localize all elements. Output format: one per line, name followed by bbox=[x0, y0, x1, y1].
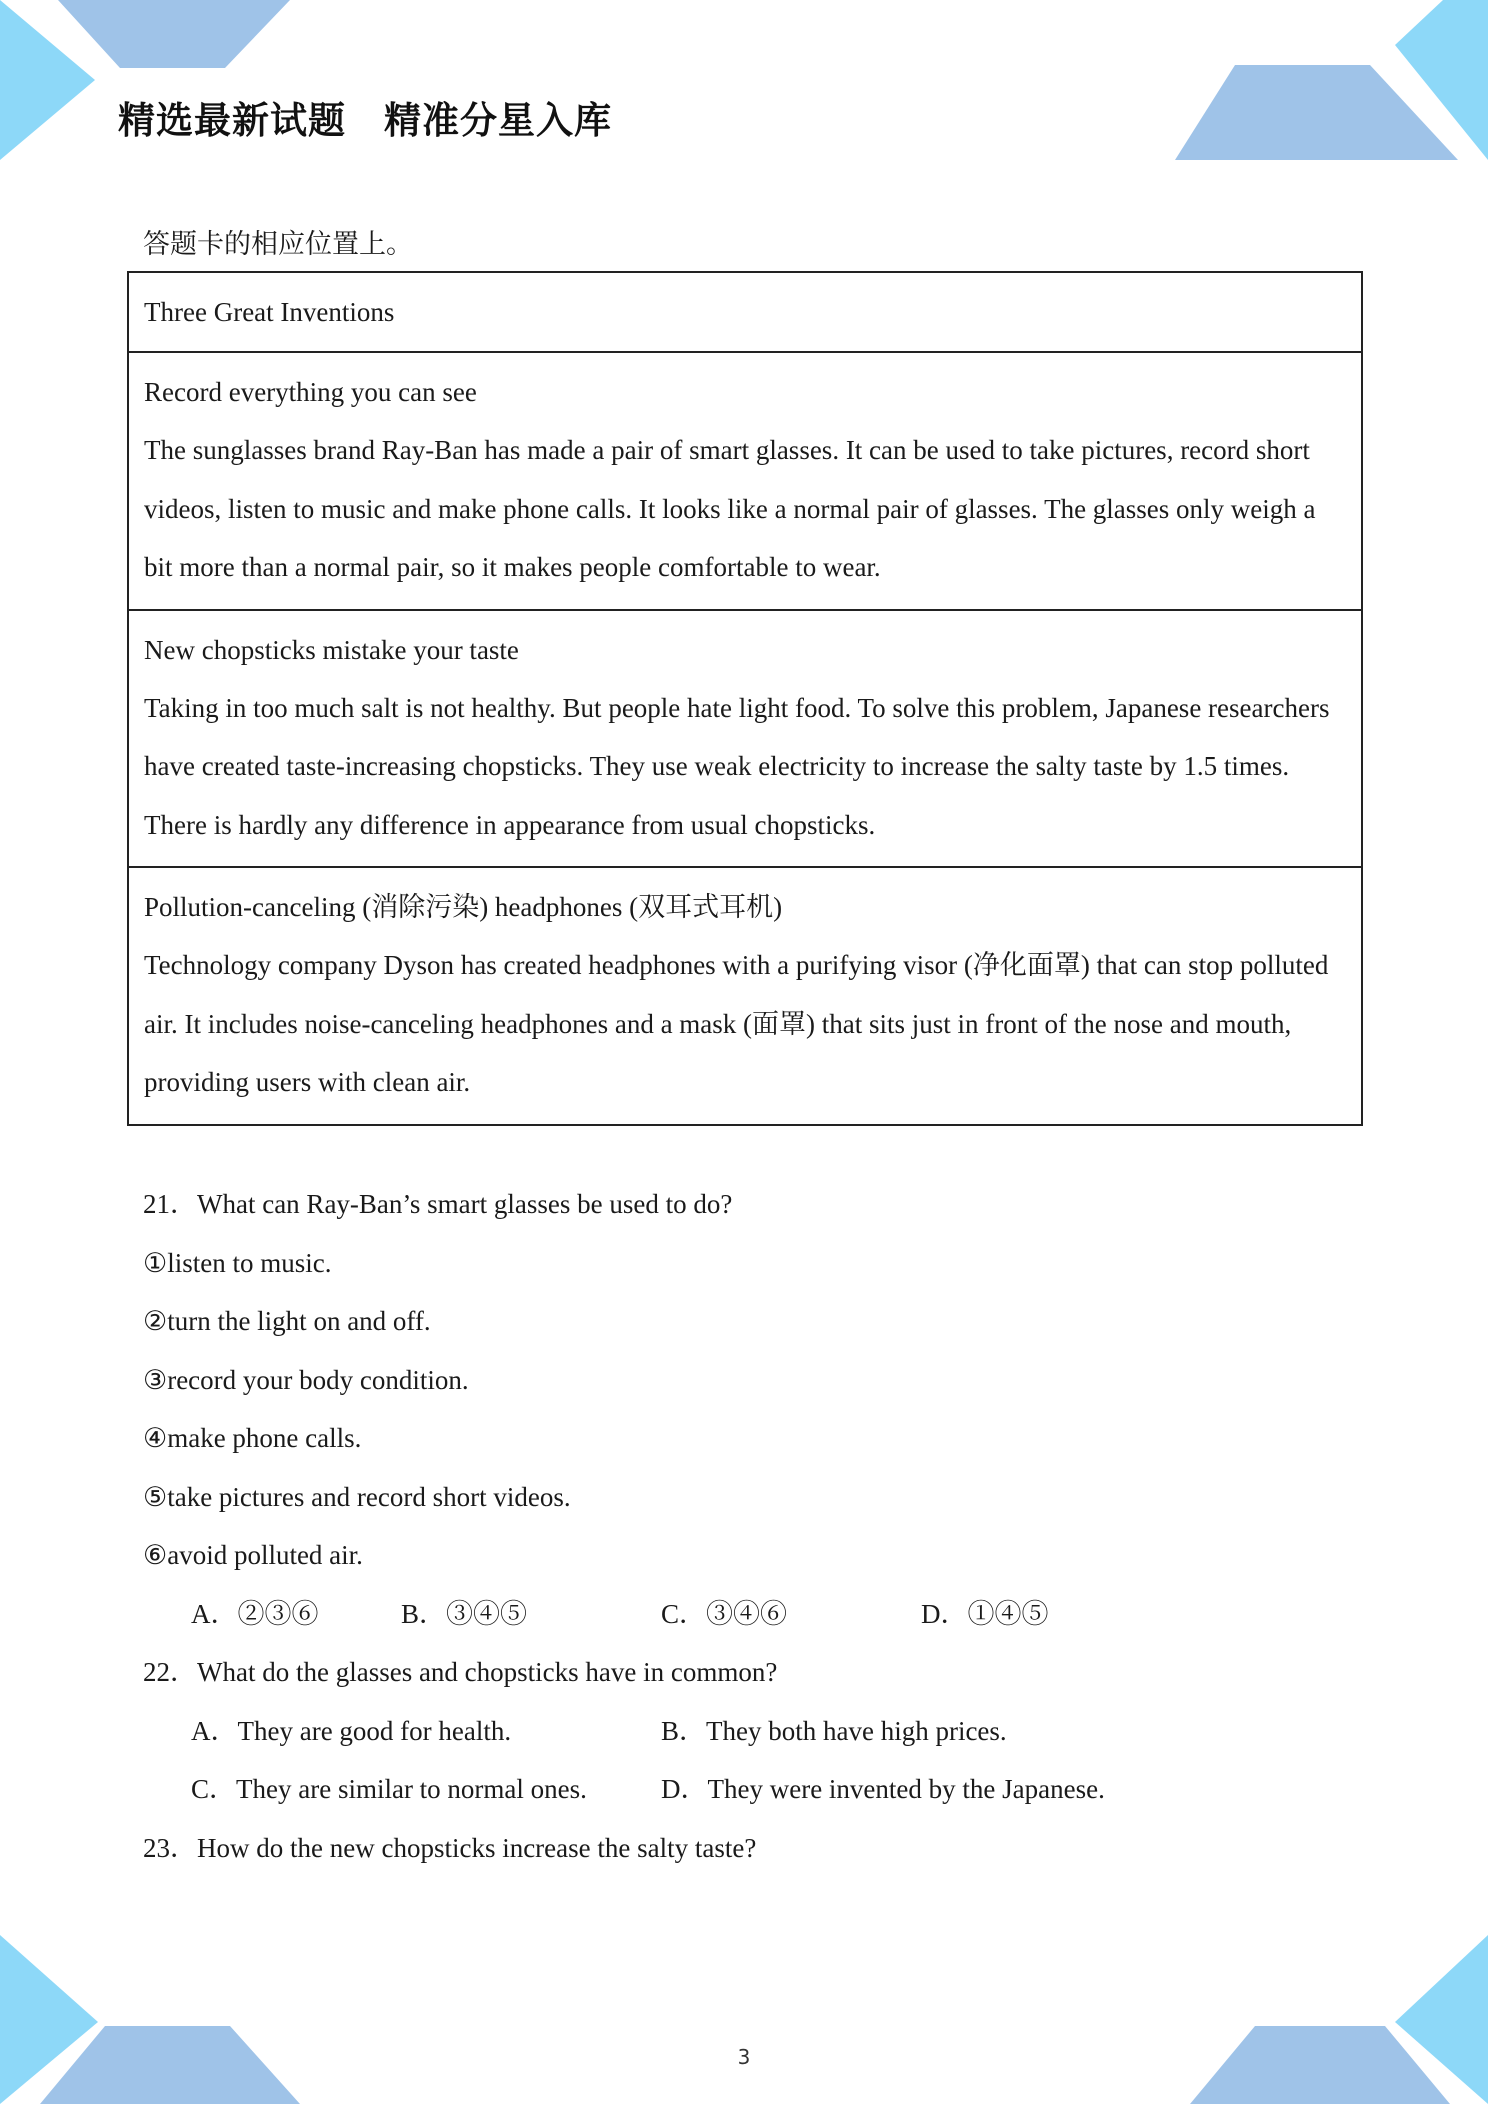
question-21-item: ②turn the light on and off. bbox=[143, 1306, 431, 1336]
section-body: Technology company Dyson has created headphones with a purifying visor (净化面罩) that can stop polluted air. It includes noise-canceling headphones and a mask (面罩) that sits just in front of the nose and mouth, providing users with clean air. bbox=[144, 950, 1329, 1097]
table-title: Three Great Inventions bbox=[144, 297, 395, 327]
question-21-item: ⑥avoid polluted air. bbox=[143, 1540, 363, 1570]
option-c[interactable]: C．③④⑥ bbox=[661, 1598, 788, 1629]
section-heading: Record everything you can see bbox=[144, 377, 477, 407]
question-23-stem: 23．How do the new chopsticks increase the salty taste? bbox=[143, 1832, 757, 1863]
corner-shape-top-left-band bbox=[58, 0, 290, 68]
question-22-options-row-2 bbox=[143, 1760, 1363, 1819]
question-21-options bbox=[143, 1585, 1363, 1644]
section-body: Taking in too much salt is not healthy. But people hate light food. To solve this problem, Japanese researchers have created taste-increasing chopsticks. They use weak electricity to increase the salty taste by 1.5 times. There is hardly any difference in appearance from usual chopsticks. bbox=[144, 692, 1330, 840]
corner-shape-bottom-left-blue bbox=[0, 1935, 98, 2104]
section-heading: New chopsticks mistake your taste bbox=[144, 634, 519, 665]
section-heading: Pollution-canceling (消除污染) headphones (双耳式耳机) bbox=[144, 892, 783, 922]
question-22-stem: 22．What do the glasses and chopsticks have in common? bbox=[143, 1657, 778, 1687]
table-row bbox=[129, 351, 1361, 597]
question-22-options-row-1 bbox=[143, 1702, 1363, 1761]
table-row bbox=[129, 609, 1361, 855]
option-d[interactable]: D．①④⑤ bbox=[921, 1598, 1049, 1629]
question-21-stem: 21．What can Ray-Ban’s smart glasses be used to do? bbox=[143, 1189, 733, 1219]
question-21-item: ④make phone calls. bbox=[143, 1423, 362, 1453]
table-row bbox=[129, 866, 1361, 1112]
corner-shape-top-left-blue bbox=[0, 0, 95, 160]
question-21-item: ①listen to music. bbox=[143, 1247, 332, 1278]
option-c[interactable]: C．They are similar to normal ones. bbox=[191, 1774, 587, 1804]
intro-text: 答题卡的相应位置上。 bbox=[143, 229, 413, 259]
question-21-item: ⑤take pictures and record short videos. bbox=[143, 1481, 571, 1512]
corner-shape-top-right-blue bbox=[1395, 0, 1488, 160]
option-a[interactable]: A．②③⑥ bbox=[191, 1598, 319, 1629]
header-title: 精选最新试题 精准分星入库 bbox=[118, 99, 612, 142]
option-b[interactable]: B．They both have high prices. bbox=[661, 1715, 1007, 1746]
option-d[interactable]: D．They were invented by the Japanese. bbox=[661, 1774, 1105, 1804]
corner-shape-bottom-right-blue bbox=[1395, 1935, 1488, 2104]
option-a[interactable]: A．They are good for health. bbox=[191, 1715, 512, 1746]
page-number: 3 bbox=[737, 2045, 751, 2069]
section-body: The sunglasses brand Ray-Ban has made a pair of smart glasses. It can be used to take pictures, record short videos, listen to music and make phone calls. It looks like a normal pair of glasses. The glasses only weigh a bit more than a normal pair, so it makes people comfortable to wear. bbox=[144, 435, 1316, 582]
option-b[interactable]: B．③④⑤ bbox=[401, 1598, 528, 1629]
passage-table bbox=[127, 271, 1363, 1126]
corner-shape-top-right-band bbox=[1175, 65, 1458, 160]
question-21-item: ③record your body condition. bbox=[143, 1364, 469, 1395]
questions bbox=[143, 1175, 1363, 1877]
